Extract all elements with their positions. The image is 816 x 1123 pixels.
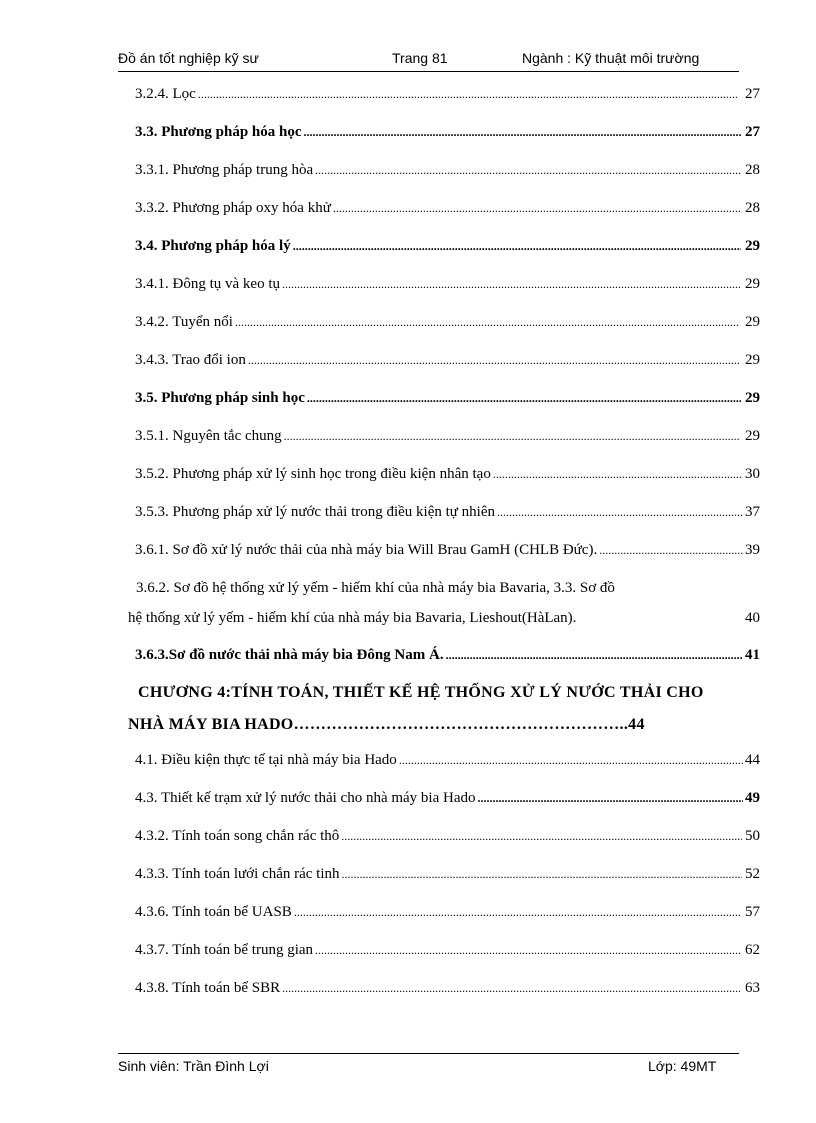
toc-title: 4.3.2. Tính toán song chắn rác thô bbox=[135, 828, 340, 844]
leader-dots bbox=[333, 200, 742, 217]
leader-dots bbox=[282, 980, 740, 997]
leader-dots bbox=[341, 828, 742, 845]
toc-page: 30 bbox=[745, 466, 760, 482]
footer-student: Sinh viên: Trần Đình Lợi bbox=[118, 1058, 269, 1074]
toc-entry bbox=[135, 980, 760, 1002]
toc-entry bbox=[135, 828, 760, 850]
leader-dots bbox=[304, 124, 742, 141]
toc-entry bbox=[135, 752, 760, 774]
toc-page: 63 bbox=[745, 980, 760, 996]
toc-entry bbox=[135, 466, 760, 488]
toc-page: 29 bbox=[745, 238, 760, 254]
toc-title: 3.6.3.Sơ đồ nước thải nhà máy bia Đông Nam Á. bbox=[135, 647, 444, 663]
toc-entry bbox=[135, 86, 760, 108]
toc-title-line2: hệ thống xử lý yếm - hiếm khí của nhà máy bia Bavaria, Lieshout(HàLan). bbox=[128, 610, 577, 626]
toc-page: 40 bbox=[745, 610, 760, 626]
page-footer bbox=[118, 1058, 738, 1080]
toc-page: 29 bbox=[745, 314, 760, 330]
toc-entry bbox=[135, 942, 760, 964]
toc-page: 49 bbox=[745, 790, 760, 806]
toc-entry bbox=[135, 124, 760, 146]
toc-entry bbox=[135, 162, 760, 184]
toc-page: 41 bbox=[745, 647, 760, 663]
leader-dots bbox=[342, 866, 743, 883]
toc-page: 27 bbox=[745, 86, 760, 102]
footer-rule bbox=[118, 1053, 739, 1054]
leader-dots bbox=[235, 314, 739, 331]
leader-dots bbox=[294, 904, 741, 921]
chapter-heading-line2: NHÀ MÁY BIA HADO……………………………………………………..44 bbox=[128, 716, 645, 733]
toc-title: 3.2.4. Lọc bbox=[135, 86, 196, 102]
toc-entry bbox=[135, 200, 760, 222]
leader-dots bbox=[284, 428, 741, 445]
chapter-heading bbox=[128, 684, 753, 744]
chapter-heading-line1: CHƯƠNG 4:TÍNH TOÁN, THIẾT KẾ HỆ THỐNG XỬ LÝ NƯỚC THẢI CHO bbox=[138, 684, 704, 701]
leader-dots bbox=[446, 647, 743, 664]
toc-title: 4.3.6. Tính toán bể UASB bbox=[135, 904, 292, 920]
toc-title: 3.4. Phương pháp hóa lý bbox=[135, 238, 291, 254]
toc-entry bbox=[135, 866, 760, 888]
toc-page: 37 bbox=[745, 504, 760, 520]
toc-title: 3.5.3. Phương pháp xử lý nước thải trong điều kiện tự nhiên bbox=[135, 504, 496, 520]
header-right: Ngành : Kỹ thuật môi trường bbox=[522, 50, 700, 66]
toc-page: 28 bbox=[745, 162, 760, 178]
toc-title: 4.3. Thiết kế trạm xử lý nước thải cho nhà máy bia Hado bbox=[135, 790, 476, 806]
toc-entry bbox=[135, 314, 760, 336]
toc-entry bbox=[135, 790, 760, 812]
toc-title: 3.6.1. Sơ đồ xử lý nước thải của nhà máy bia Will Brau GamH (CHLB Đức). bbox=[135, 542, 598, 558]
toc-title: 3.4.1. Đông tụ và keo tụ bbox=[135, 276, 280, 292]
toc-entry bbox=[135, 542, 760, 564]
toc-page: 28 bbox=[745, 200, 760, 216]
toc-entry bbox=[135, 238, 760, 260]
toc-title: 4.1. Điều kiện thực tế tại nhà máy bia Hado bbox=[135, 752, 397, 768]
toc-title: 4.3.8. Tính toán bể SBR bbox=[135, 980, 281, 996]
toc-entry bbox=[135, 647, 760, 669]
leader-dots bbox=[478, 790, 744, 807]
toc-page: 29 bbox=[745, 428, 760, 444]
header-rule bbox=[118, 71, 739, 72]
toc-entry-multiline bbox=[128, 580, 760, 634]
toc-page: 29 bbox=[745, 390, 760, 406]
toc-page: 57 bbox=[745, 904, 760, 920]
toc-page: 29 bbox=[745, 352, 760, 368]
toc-page: 29 bbox=[745, 276, 760, 292]
leader-dots bbox=[599, 542, 743, 559]
leader-dots bbox=[399, 752, 743, 769]
toc-page: 50 bbox=[745, 828, 760, 844]
toc-title: 3.4.3. Trao đổi ion bbox=[135, 352, 246, 368]
toc-title: 3.3. Phương pháp hóa học bbox=[135, 124, 302, 140]
page-header bbox=[118, 48, 738, 70]
leader-dots bbox=[293, 238, 741, 255]
toc-title: 3.5.2. Phương pháp xử lý sinh học trong điều kiện nhân tạo bbox=[135, 466, 491, 482]
leader-dots bbox=[493, 466, 743, 483]
toc-page: 27 bbox=[745, 124, 760, 140]
toc-entry bbox=[135, 504, 760, 526]
header-left: Đồ án tốt nghiệp kỹ sư bbox=[118, 50, 259, 66]
toc-entry bbox=[135, 428, 760, 450]
leader-dots bbox=[497, 504, 743, 521]
toc-entry bbox=[135, 390, 760, 412]
leader-dots bbox=[315, 162, 741, 179]
toc-entry bbox=[135, 352, 760, 374]
toc-title: 3.3.2. Phương pháp oxy hóa khử bbox=[135, 200, 331, 216]
leader-dots bbox=[248, 352, 739, 369]
toc-page: 52 bbox=[745, 866, 760, 882]
toc-page: 39 bbox=[745, 542, 760, 558]
toc-title: 3.5.1. Nguyên tắc chung bbox=[135, 428, 282, 444]
toc-title: 4.3.3. Tính toán lưới chắn rác tinh bbox=[135, 866, 340, 882]
leader-dots bbox=[315, 942, 741, 959]
toc-title-line1: 3.6.2. Sơ đồ hệ thống xử lý yếm - hiếm khí của nhà máy bia Bavaria, 3.3. Sơ đồ bbox=[136, 580, 615, 596]
leader-dots bbox=[198, 86, 737, 103]
header-page-number: Trang 81 bbox=[392, 50, 448, 66]
leader-dots bbox=[282, 276, 740, 293]
toc-entry bbox=[135, 904, 760, 926]
toc-title: 3.5. Phương pháp sinh học bbox=[135, 390, 305, 406]
toc-entry bbox=[135, 276, 760, 298]
footer-class: Lớp: 49MT bbox=[648, 1058, 717, 1074]
toc-title: 3.4.2. Tuyển nổi bbox=[135, 314, 233, 330]
leader-dots bbox=[307, 390, 741, 407]
toc-title: 3.3.1. Phương pháp trung hòa bbox=[135, 162, 314, 178]
toc-title: 4.3.7. Tính toán bể trung gian bbox=[135, 942, 314, 958]
toc-page: 44 bbox=[745, 752, 760, 768]
toc-page: 62 bbox=[745, 942, 760, 958]
